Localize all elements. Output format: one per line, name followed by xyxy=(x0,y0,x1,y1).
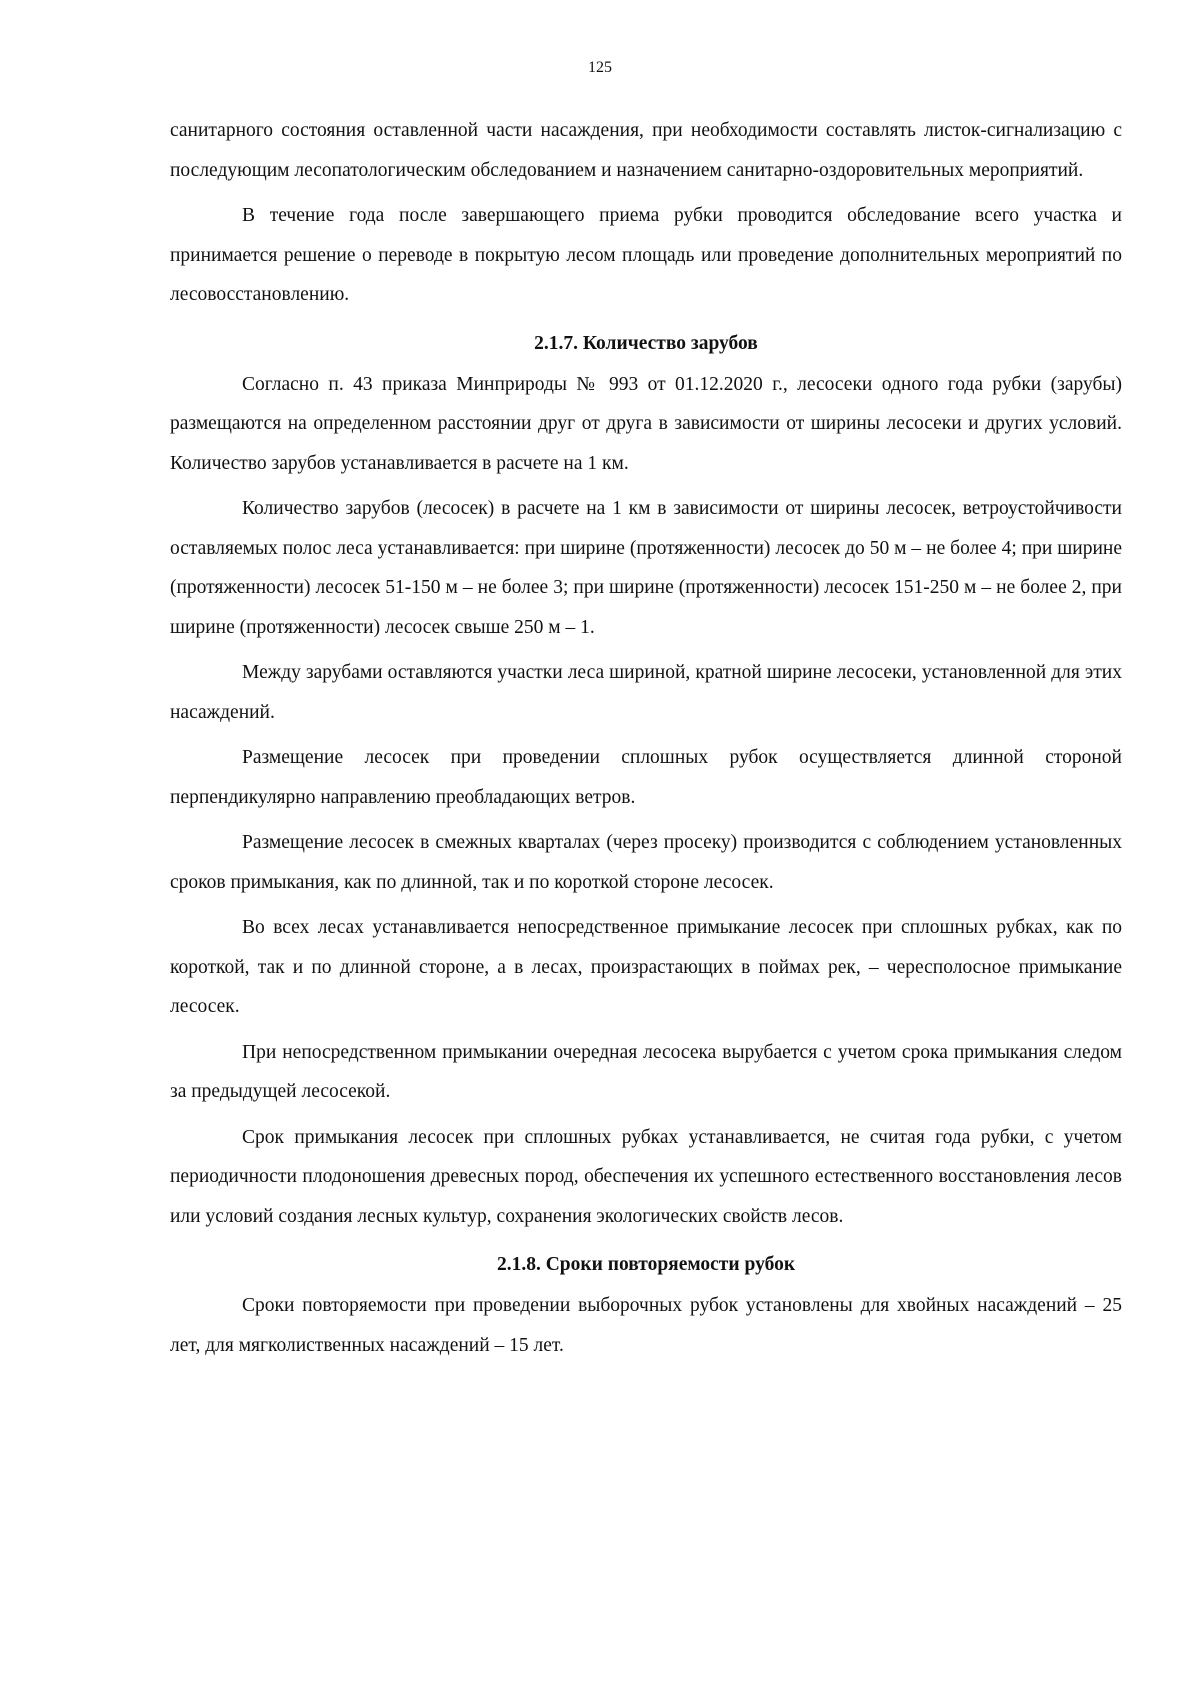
paragraph: Количество зарубов (лесосек) в расчете на 1 км в зависимости от ширины лесосек, ветроустойчивости оставляемых полос леса устанавливается: при ширине (протяженности) лесосек до 50 м – не более 4; при ширине (протяженности) лесосек 51-150 м – не более 3; при ширине (протяженности) лесосек 151-250 м – не более 2, при ширине (протяженности) лесосек свыше 250 м – 1. xyxy=(170,498,1122,638)
paragraph: санитарного состояния оставленной части насаждения, при необходимости составлять листок-сигнализацию с последующим лесопатологическим обследованием и назначением санитарно-оздоровительных мероприятий. xyxy=(170,120,1122,181)
paragraph: Срок примыкания лесосек при сплошных рубках устанавливается, не считая года рубки, с учетом периодичности плодоношения древесных пород, обеспечения их успешного естественного восстановления лесов или условий создания лесных культур, сохранения экологических свойств лесов. xyxy=(170,1126,1122,1227)
paragraph: Во всех лесах устанавливается непосредственное примыкание лесосек при сплошных рубках, как по короткой, так и по длинной стороне, а в лесах, произрастающих в поймах рек, – чересполосное примыкание лесосек. xyxy=(170,917,1122,1017)
section-heading: 2.1.7. Количество зарубов xyxy=(534,332,758,354)
page-number: 125 xyxy=(588,59,612,76)
paragraph: Размещение лесосек при проведении сплошных рубок осуществляется длинной стороной перпендикулярно направлению преобладающих ветров. xyxy=(170,747,1122,808)
paragraph: Согласно п. 43 приказа Минприроды № 993 от 01.12.2020 г., лесосеки одного года рубки (зарубы) размещаются на определенном расстоянии друг от друга в зависимости от ширины лесосеки и других условий. Количество зарубов устанавливается в расчете на 1 км. xyxy=(170,373,1122,474)
page-content xyxy=(170,111,1122,1371)
paragraph: В течение года после завершающего приема рубки проводится обследование всего участка и принимается решение о переводе в покрытую лесом площадь или проведение дополнительных мероприятий по лесовосстановлению. xyxy=(170,205,1122,305)
paragraph: Размещение лесосек в смежных кварталах (через просеку) производится с соблюдением установленных сроков примыкания, как по длинной, так и по короткой стороне лесосек. xyxy=(170,832,1122,893)
paragraph: Между зарубами оставляются участки леса шириной, кратной ширине лесосеки, установленной для этих насаждений. xyxy=(170,662,1122,723)
section-heading: 2.1.8. Сроки повторяемости рубок xyxy=(496,1254,796,1275)
paragraph: При непосредственном примыкании очередная лесосека вырубается с учетом срока примыкания следом за предыдущей лесосекой. xyxy=(170,1041,1122,1102)
paragraph: Сроки повторяемости при проведении выборочных рубок установлены для хвойных насаждений – 25 лет, для мягколиственных насаждений – 15 лет. xyxy=(170,1295,1122,1356)
